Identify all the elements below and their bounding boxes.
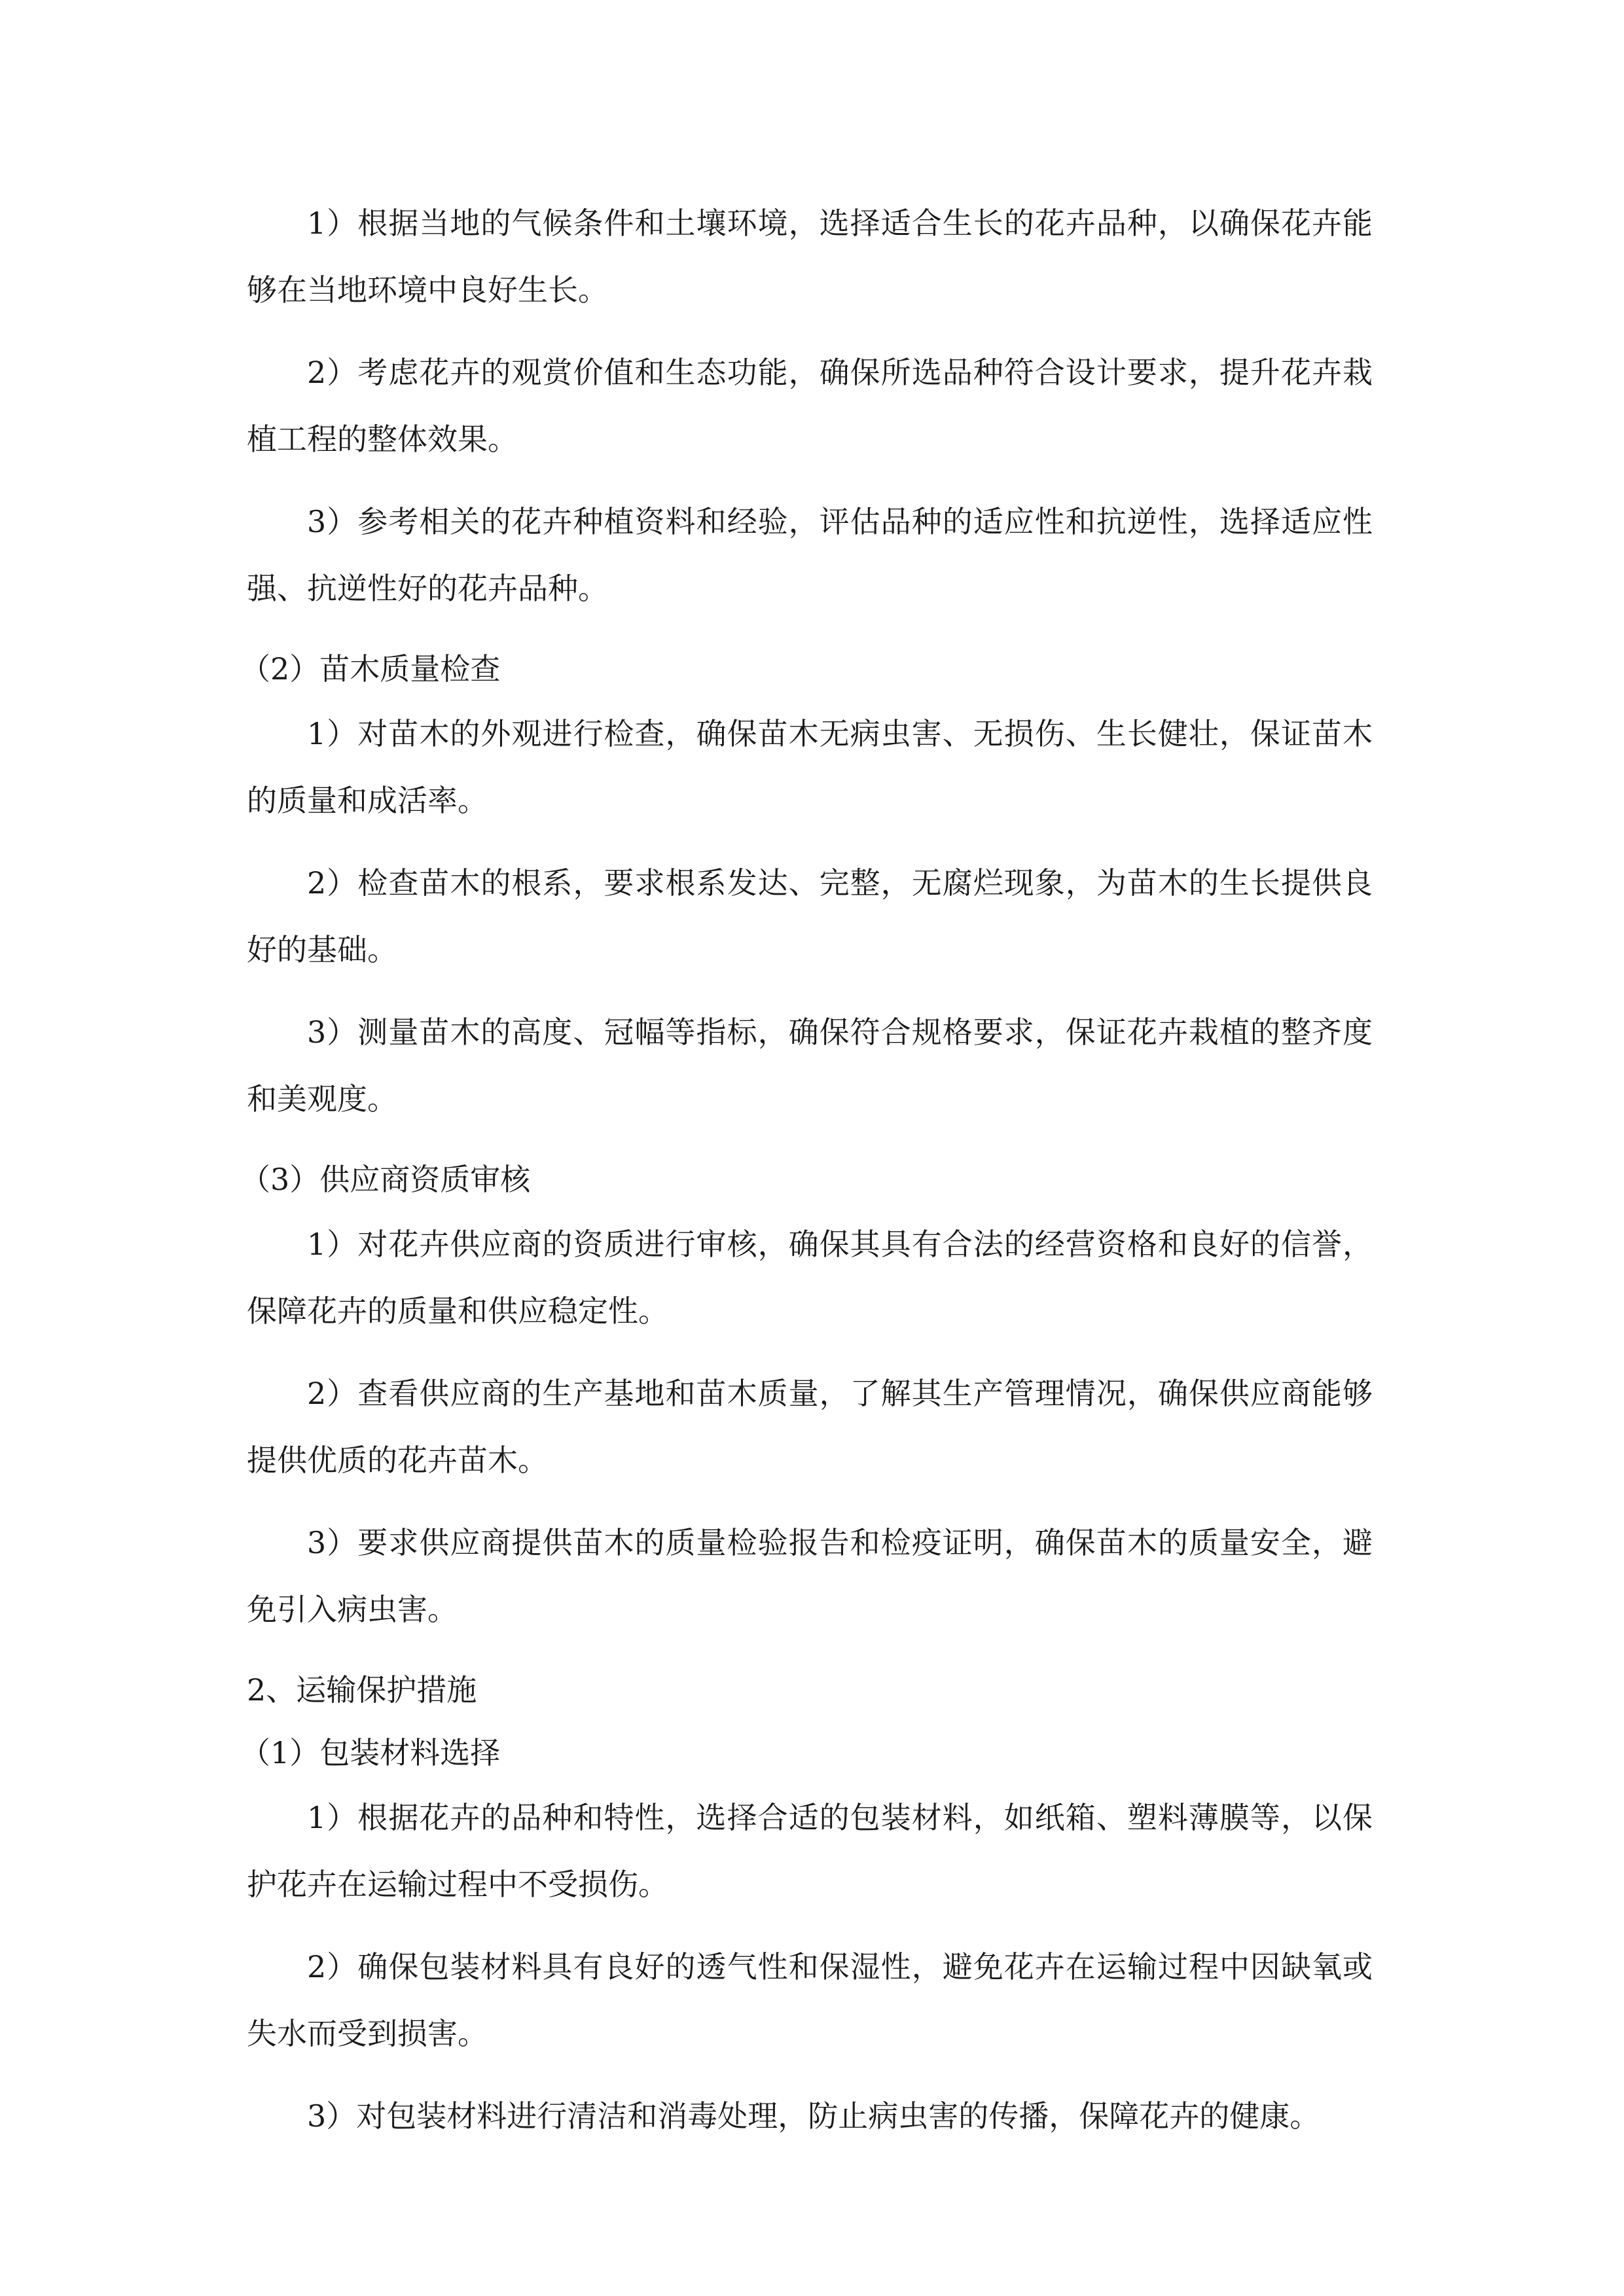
para-seedling-2: 2）检查苗木的根系，要求根系发达、完整，无腐烂现象，为苗木的生长提供良好的基础。 [247, 865, 1373, 967]
para-variety-2: 2）考虑花卉的观赏价值和生态功能，确保所选品种符合设计要求，提升花卉栽植工程的整体效果。 [247, 355, 1373, 457]
para-seedling-3: 3）测量苗木的高度、冠幅等指标，确保符合规格要求，保证花卉栽植的整齐度和美观度。 [247, 1014, 1373, 1117]
document-body [240, 190, 1373, 2165]
heading-packaging-selection: （1）包装材料选择 [240, 1735, 501, 1770]
para-supplier-2: 2）查看供应商的生产基地和苗木质量，了解其生产管理情况，确保供应商能够提供优质的花卉苗木。 [247, 1376, 1373, 1478]
para-variety-3: 3）参考相关的花卉种植资料和经验，评估品种的适应性和抗逆性，选择适应性强、抗逆性好的花卉品种。 [247, 504, 1373, 606]
heading-transport-protection: 2、运输保护措施 [247, 1672, 477, 1708]
para-packaging-3: 3）对包装材料进行清洁和消毒处理，防止病虫害的传播，保障花卉的健康。 [307, 2098, 1320, 2134]
para-variety-1: 1）根据当地的气候条件和土壤环境，选择适合生长的花卉品种，以确保花卉能够在当地环境中良好生长。 [247, 206, 1373, 308]
para-packaging-1: 1）根据花卉的品种和特性，选择合适的包装材料，如纸箱、塑料薄膜等，以保护花卉在运输过程中不受损伤。 [247, 1800, 1373, 1902]
para-seedling-1: 1）对苗木的外观进行检查，确保苗木无病虫害、无损伤、生长健壮，保证苗木的质量和成活率。 [247, 716, 1373, 818]
para-supplier-3: 3）要求供应商提供苗木的质量检验报告和检疫证明，确保苗木的质量安全，避免引入病虫害。 [247, 1525, 1373, 1627]
heading-supplier-review: （3）供应商资质审核 [240, 1162, 531, 1197]
para-packaging-2: 2）确保包装材料具有良好的透气性和保湿性，避免花卉在运输过程中因缺氧或失水而受到损害。 [247, 1949, 1373, 2051]
heading-seedling-quality: （2）苗木质量检查 [240, 651, 501, 687]
para-supplier-1: 1）对花卉供应商的资质进行审核，确保其具有合法的经营资格和良好的信誉，保障花卉的质量和供应稳定性。 [247, 1227, 1373, 1329]
